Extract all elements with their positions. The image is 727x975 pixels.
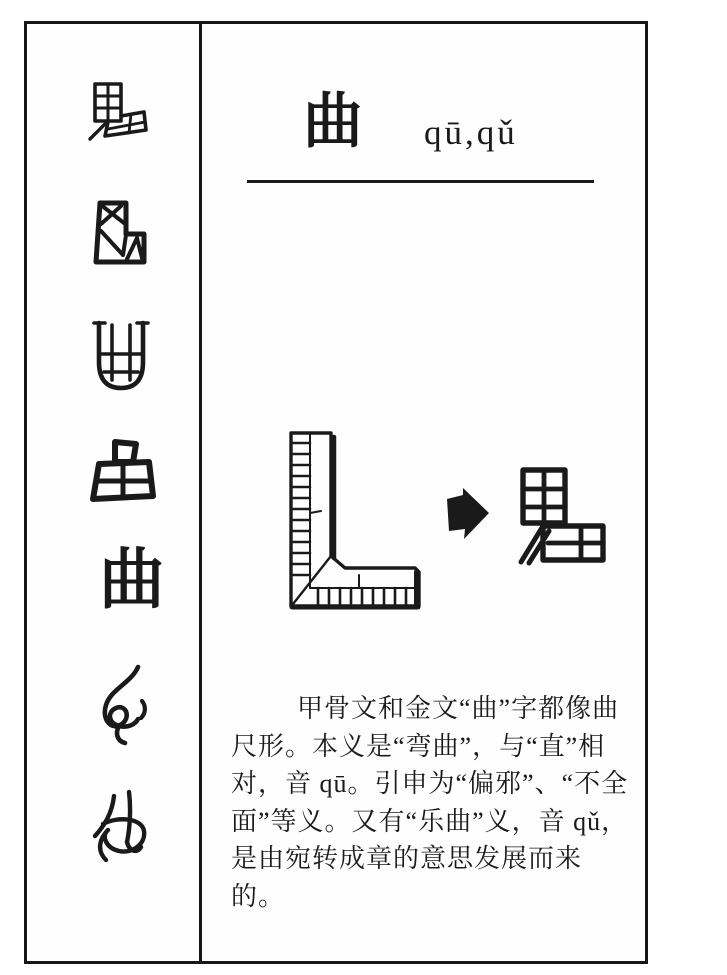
ancient-glyph-illustration [512, 465, 608, 571]
header-rule [247, 180, 594, 183]
definition-line: 的。 [231, 881, 286, 911]
bronze-u-shape-form-icon [90, 318, 152, 396]
regular-script-glyph: 曲 [99, 544, 165, 617]
evolution-arrow-icon [443, 484, 493, 541]
seal-script-form-icon [87, 435, 161, 507]
definition-line: 对，音 qū。引申为“偏邪”、“不全 [231, 769, 629, 798]
headword-character: 曲 [303, 89, 363, 155]
definition-text [231, 690, 629, 915]
column-divider [199, 21, 202, 964]
cursive-form-2-icon [84, 786, 148, 866]
headword-pinyin: qū,qǔ [424, 113, 518, 152]
definition-line: 面”等义。又有“乐曲”义，音 qǔ， [231, 806, 629, 836]
bronze-inscription-form-icon [85, 197, 151, 271]
carpenter-square-illustration [285, 425, 423, 613]
definition-line: 是由宛转成章的意思发展而来 [231, 844, 583, 873]
definition-line: 甲骨文和金文“曲”字都像曲 [297, 694, 620, 723]
definition-line: 尺形。本义是“弯曲”，与“直”相 [231, 731, 606, 761]
oracle-bone-form-icon [84, 80, 148, 148]
cursive-form-1-icon [91, 663, 153, 751]
